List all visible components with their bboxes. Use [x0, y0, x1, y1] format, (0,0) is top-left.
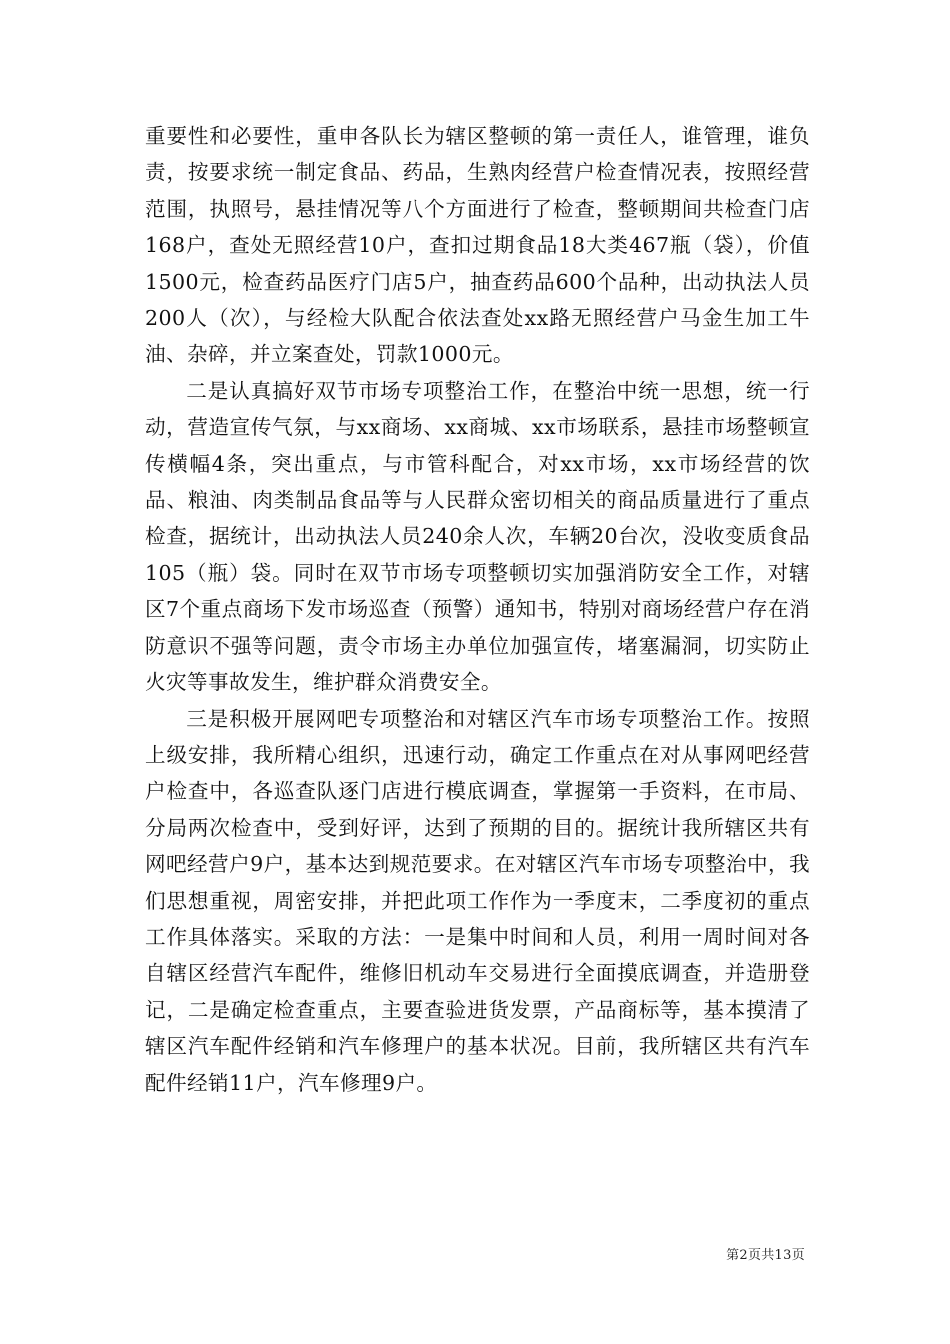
document-body [145, 118, 810, 1101]
paragraph-2: 二是认真搞好双节市场专项整治工作，在整治中统一思想，统一行动，营造宣传气氛，与xx商场、xx商城、xx市场联系，悬挂市场整顿宣传横幅4条，突出重点，与市管科配合，对xx市场，xx市场经营的饮品、粮油、肉类制品食品等与人民群众密切相关的商品质量进行了重点检查，据统计，出动执法人员240余人次，车辆20台次，没收变质食品105（瓶）袋。同时在双节市场专项整顿切实加强消防安全工作，对辖区7个重点商场下发市场巡查（预警）通知书，特别对商场经营户存在消防意识不强等问题，责令市场主办单位加强宣传，堵塞漏洞，切实防止火灾等事故发生，维护群众消费安全。 [145, 378, 810, 695]
paragraph-3: 三是积极开展网吧专项整治和对辖区汽车市场专项整治工作。按照上级安排，我所精心组织，迅速行动，确定工作重点在对从事网吧经营户检查中，各巡查队逐门店进行模底调查，掌握第一手资料，在市局、分局两次检查中，受到好评，达到了预期的目的。据统计我所辖区共有网吧经营户9户，基本达到规范要求。在对辖区汽车市场专项整治中，我们思想重视，周密安排，并把此项工作作为一季度末，二季度初的重点工作具体落实。采取的方法：一是集中时间和人员，利用一周时间对各自辖区经营汽车配件，维修旧机动车交易进行全面摸底调查，并造册登记，二是确定检查重点，主要查验进货发票，产品商标等，基本摸清了辖区汽车配件经销和汽车修理户的基本状况。目前，我所辖区共有汽车配件经销11户，汽车修理9户。 [145, 706, 810, 1095]
paragraph-1: 重要性和必要性，重申各队长为辖区整顿的第一责任人，谁管理，谁负责，按要求统一制定食品、药品，生熟肉经营户检查情况表，按照经营范围，执照号，悬挂情况等八个方面进行了检查，整顿期间共检查门店168户，查处无照经营10户，查扣过期食品18大类467瓶（袋），价值1500元，检查药品医疗门店5户，抽查药品600个品种，出动执法人员200人（次），与经检大队配合依法查处xx路无照经营户马金生加工牛油、杂碎，并立案查处，罚款1000元。 [145, 124, 810, 367]
page-number-footer: 第2页共13页 [726, 1248, 805, 1263]
